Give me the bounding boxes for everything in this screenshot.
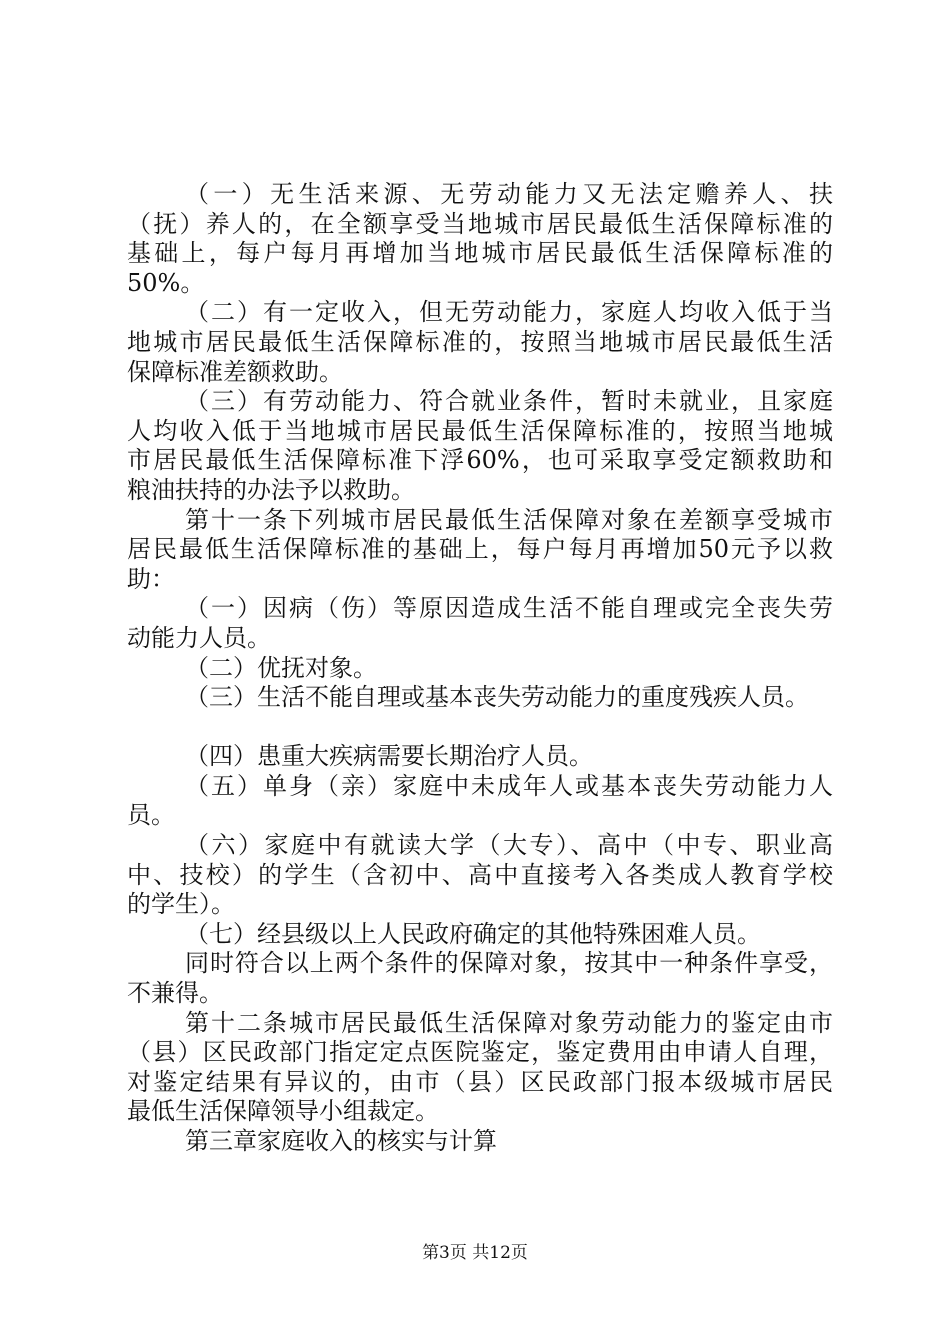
text-line: 最低生活保障领导小组裁定。	[127, 1097, 439, 1126]
text-line: （三）有劳动能力、符合就业条件，暂时未就业，且家庭	[185, 387, 833, 416]
text-line: （二）有一定收入，但无劳动能力，家庭人均收入低于当	[185, 298, 833, 327]
text-line: （四）患重大疾病需要长期治疗人员。	[185, 742, 593, 771]
document-body	[127, 180, 833, 1157]
text-line: （抚）养人的，在全额享受当地城市居民最低生活保障标准的	[127, 209, 833, 238]
text-line: （一）因病（伤）等原因造成生活不能自理或完全丧失劳	[185, 594, 833, 623]
text-line: 中、技校）的学生（含初中、高中直接考入各类成人教育学校	[127, 860, 833, 889]
text-line: （六）家庭中有就读大学（大专）、高中（中专、职业高	[185, 831, 833, 860]
text-line: （三）生活不能自理或基本丧失劳动能力的重度残疾人员。	[185, 683, 809, 712]
text-line: 同时符合以上两个条件的保障对象，按其中一种条件享受，	[185, 949, 833, 978]
text-line: 第十一条下列城市居民最低生活保障对象在差额享受城市	[185, 505, 833, 534]
text-line: 动能力人员。	[127, 623, 271, 652]
text-line: 地城市居民最低生活保障标准的，按照当地城市居民最低生活	[127, 327, 833, 356]
text-line: （二）优抚对象。	[185, 653, 377, 682]
text-line: （七）经县级以上人民政府确定的其他特殊困难人员。	[185, 919, 761, 948]
text-line: 居民最低生活保障标准的基础上，每户每月再增加50元予以救	[127, 535, 833, 564]
text-line: 50%。	[127, 268, 205, 297]
text-line: 保障标准差额救助。	[127, 357, 343, 386]
text-line: 粮油扶持的办法予以救助。	[127, 475, 415, 504]
text-line: 市居民最低生活保障标准下浮60%，也可采取享受定额救助和	[127, 446, 833, 475]
text-line: 第十二条城市居民最低生活保障对象劳动能力的鉴定由市	[185, 1008, 833, 1037]
text-line: （五）单身（亲）家庭中未成年人或基本丧失劳动能力人	[185, 771, 833, 800]
text-line: 对鉴定结果有异议的，由市（县）区民政部门报本级城市居民	[127, 1067, 833, 1096]
text-line: 不兼得。	[127, 979, 223, 1008]
text-line: 员。	[127, 801, 175, 830]
text-line: （一）无生活来源、无劳动能力又无法定赡养人、扶	[185, 180, 833, 208]
text-line: （县）区民政部门指定定点医院鉴定，鉴定费用由申请人自理，	[127, 1038, 833, 1067]
page-footer: 第3页 共12页	[422, 1243, 528, 1263]
text-line: 的学生）。	[127, 890, 235, 919]
text-line: 人均收入低于当地城市居民最低生活保障标准的，按照当地城	[127, 416, 833, 445]
chapter-heading: 第三章家庭收入的核实与计算	[185, 1127, 497, 1155]
paragraph-gap	[127, 713, 833, 743]
text-line: 基础上，每户每月再增加当地城市居民最低生活保障标准的	[127, 239, 833, 268]
text-line: 助：	[127, 564, 175, 593]
